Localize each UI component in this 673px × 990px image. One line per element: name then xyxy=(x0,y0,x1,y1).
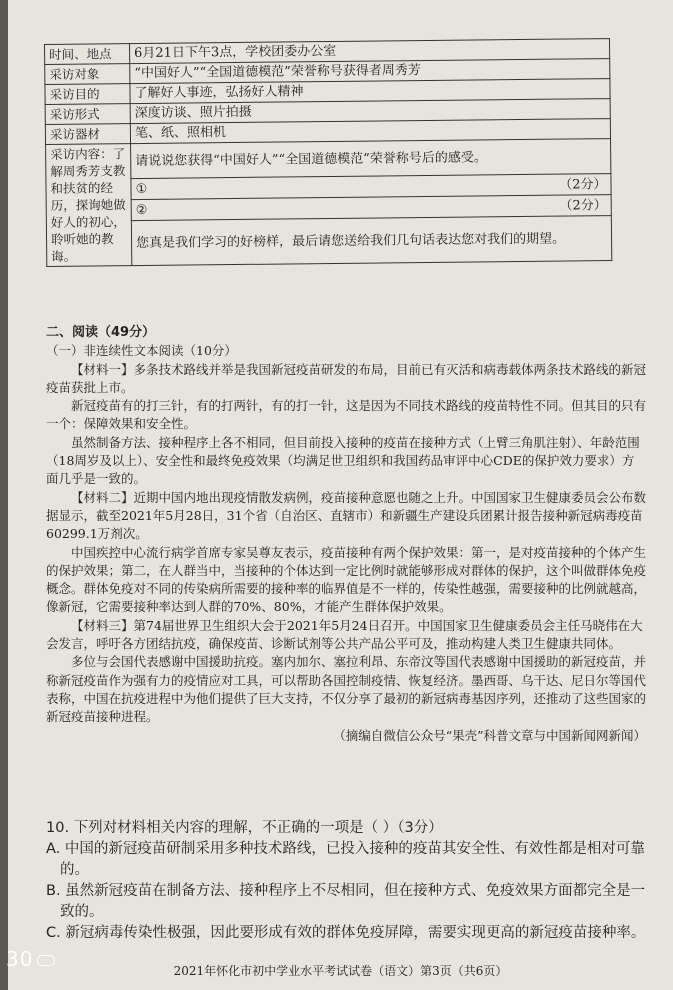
reading-section xyxy=(46,324,646,745)
score: （2分） xyxy=(554,174,611,196)
passage-paragraph: 新冠疫苗有的打三针，有的打两针，有的打一针，这是因为不同技术路线的疫苗特性不同。但其目的只有一个：保障效果和安全性。 xyxy=(46,398,647,432)
table-row xyxy=(46,139,611,180)
content-question: 请说说您获得“中国好人”“全国道德模范”荣誉称号后的感受。 xyxy=(131,139,611,179)
source-note: （摘编自微信公众号“果壳”科普文章与中国新闻网新闻） xyxy=(333,727,646,743)
option-a[interactable]: A. 中国的新冠疫苗研制采用多种技术路线，已投入接种的疫苗其安全性、有效性都是相对可靠的。 xyxy=(46,841,645,878)
content-label: 采访内容：了解周秀芳支教和扶贫的经历，探询她做好人的初心，聆听她的教诲。 xyxy=(46,144,132,267)
answer-blank-1[interactable]: ① xyxy=(131,174,555,199)
score: （2分） xyxy=(555,195,612,217)
row-label: 采访目的 xyxy=(45,84,130,105)
option-b[interactable]: B. 虽然新冠疫苗在制备方法、接种程序上不尽相同，但在接种方式、免疫效果方面都完全是一致的。 xyxy=(46,883,646,920)
table-row xyxy=(46,216,611,267)
row-value: “中国好人”“全国道德模范”荣誉称号获得者周秀芳 xyxy=(130,59,610,84)
page-footer: 2021年怀化市初中学业水平考试试卷（语文）第3页（共6页） xyxy=(173,964,508,978)
row-label: 时间、地点 xyxy=(45,44,130,65)
page-number: 30 xyxy=(6,947,34,971)
passage-paragraph: 虽然制备方法、接种程序上各不相同，但目前投入接种的疫苗在接种方式（上臂三角肌注射）、年龄范围（18周岁及以上）、安全性和最终免疫效果（均满足世卫组织和我国药品审评中心CDE的保护效力要求）方面几乎是一致的。 xyxy=(46,434,640,487)
option-c[interactable]: C. 新冠病毒传染性极强，因此要形成有效的群体免疫屏障，需要实现更高的新冠疫苗接种率。 xyxy=(46,925,646,941)
row-value: 了解好人事迹，弘扬好人精神 xyxy=(130,79,610,104)
passage-paragraph: 【材料一】多条技术路线并举是我国新冠疫苗研发的布局，目前已有灭活和病毒载体两条技术路线的新冠疫苗获批上市。 xyxy=(46,361,647,395)
row-value: 笔、纸、照相机 xyxy=(130,119,610,144)
row-label: 采访器材 xyxy=(45,124,130,145)
interview-table xyxy=(44,38,612,267)
content-closing: 您真是我们学习的好榜样，最后请您送给我们几句话表达您对我们的期望。 xyxy=(131,216,611,266)
row-value: 6月21日下午3点，学校团委办公室 xyxy=(130,39,610,64)
interview-table-frame xyxy=(44,38,613,298)
passage-paragraph: 【材料三】第74届世界卫生组织大会于2021年5月24日召开。中国国家卫生健康委员会主任马晓伟在大会发言，呼吁各方团结抗疫，确保疫苗、诊断试剂等公共产品公平可及，推动构建人类卫生健康共同体。 xyxy=(46,617,643,652)
exam-page xyxy=(8,0,673,990)
oval-icon xyxy=(37,955,55,966)
answer-blank-2[interactable]: ② xyxy=(131,195,555,220)
question-stem: 10. 下列对材料相关内容的理解，不正确的一项是（ ）（3分） xyxy=(46,820,443,836)
question-10 xyxy=(46,818,646,944)
passage-paragraph: 中国疾控中心流行病学首席专家吴尊友表示，疫苗接种有两个保护效果：第一，是对疫苗接种的个体产生的保护效果；第二，在人群当中，当接种的个体达到一定比例时就能够形成对群体的保护，这个叫做群体免疫概念。群体免疫对不同的传染病所需要的接种率的临界值是不一样的，传染性越强，需要接种的比例就越高，像新冠，它需要接种率达到人群的70%、80%，才能产生群体保护效果。 xyxy=(46,544,647,615)
row-label: 采访对象 xyxy=(45,64,130,85)
row-label: 采访形式 xyxy=(45,104,130,125)
page-number-overlay xyxy=(6,947,55,971)
section-heading: 二、阅读（49分） xyxy=(46,325,156,340)
subsection-heading: （一）非连续性文本阅读（10分） xyxy=(46,343,237,359)
row-value: 深度访谈、照片拍摄 xyxy=(130,99,610,124)
passage-paragraph: 多位与会国代表感谢中国援助抗疫。塞内加尔、塞拉利昂、东帝汶等国代表感谢中国援助的新冠疫苗，并称新冠疫苗作为强有力的疫情应对工具，可以帮助各国控制疫情、恢复经济。墨西哥、乌干达、尼日尔等国代表称，中国在抗疫进程中为他们提供了巨大支持，不仅分享了最初的新冠病毒基因序列，还推动了这些国家的新冠疫苗接种进程。 xyxy=(46,654,647,725)
passage-paragraph: 【材料二】近期中国内地出现疫情散发病例，疫苗接种意愿也随之上升。中国国家卫生健康委员会公布数据显示，截至2021年5月28日，31个省（自治区、直辖市）和新疆生产建设兵团累计报告接种新冠病毒疫苗60299.1万剂次。 xyxy=(46,489,647,542)
